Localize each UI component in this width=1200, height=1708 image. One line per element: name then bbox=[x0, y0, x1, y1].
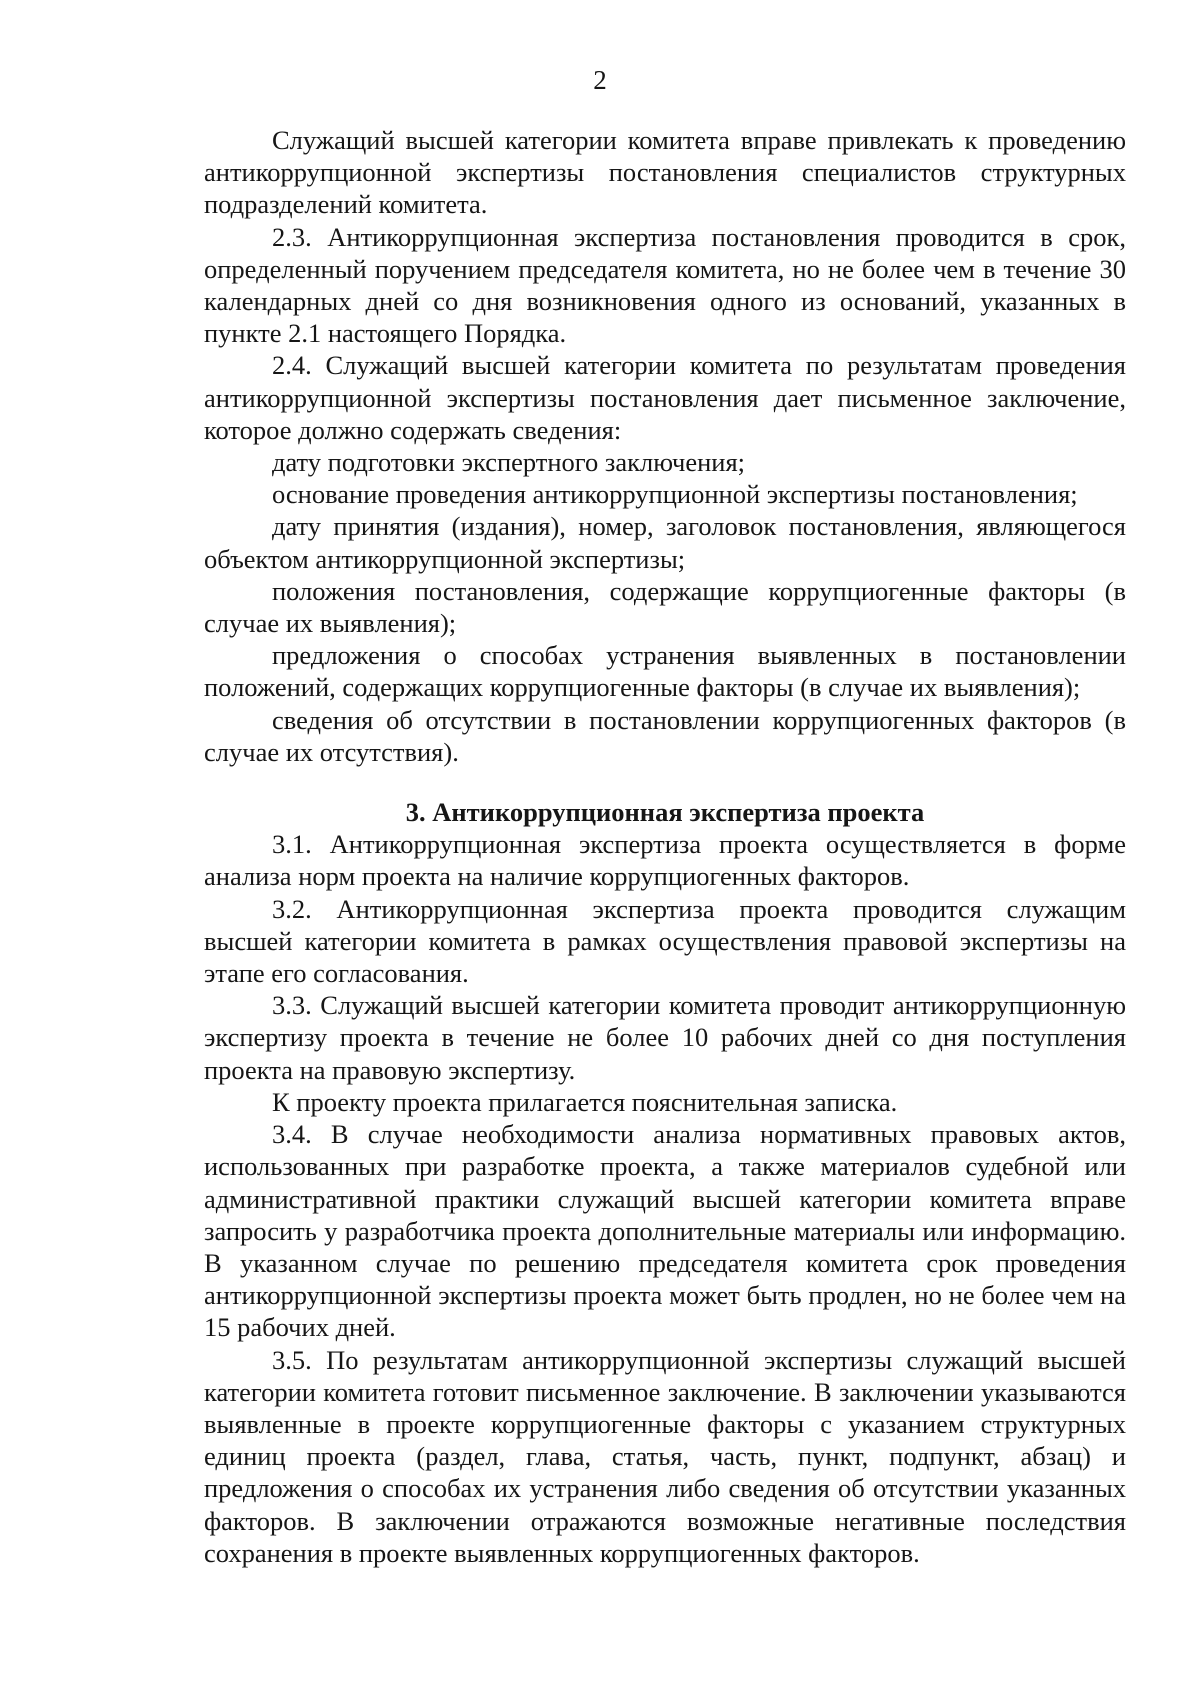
page-number: 2 bbox=[593, 65, 607, 95]
list-item-preparation-date: дату подготовки экспертного заключения; bbox=[272, 447, 746, 478]
list-item-elimination-proposals: предложения о способах устранения выявленных в постановлении положений, содержащих коррупциогенные факторы (в случае их выявления); bbox=[204, 640, 1126, 703]
list-item-corruption-provisions: положения постановления, содержащие коррупциогенные факторы (в случае их выявления); bbox=[204, 575, 1126, 639]
paragraph-3-3: 3.3. Служащий высшей категории комитета проводит антикоррупционную экспертизу проекта в течение не более 10 рабочих дней со дня поступления проекта на правовую экспертизу. bbox=[204, 990, 1126, 1085]
list-item-adoption-details: дату принятия (издания), номер, заголовок постановления, являющегося объектом антикоррупционной экспертизы; bbox=[204, 511, 1126, 574]
paragraph-2-4: 2.4. Служащий высшей категории комитета по результатам проведения антикоррупционной экспертизы постановления дает письменное заключение, которое должно содержать сведения: bbox=[204, 350, 1126, 445]
paragraph-3-4: 3.4. В случае необходимости анализа нормативных правовых актов, использованных при разработке проекта, а также материалов судебной или административной практики служащий высшей категории комитета вправе запросить у разработчика проекта дополнительные материалы или информацию. В указанном случае по решению председателя комитета срок проведения антикоррупционной экспертизы проекта может быть продлен, но не более чем на 15 рабочих дней. bbox=[204, 1119, 1126, 1343]
paragraph-2-3: 2.3. Антикоррупционная экспертиза постановления проводится в срок, определенный поручением председателя комитета, но не более чем в течение 30 календарных дней со дня возникновения одного из оснований, указанных в пункте 2.1 настоящего Порядка. bbox=[204, 221, 1126, 349]
list-item-basis: основание проведения антикоррупционной экспертизы постановления; bbox=[272, 479, 1078, 510]
paragraph-3-2: 3.2. Антикоррупционная экспертиза проекта проводится служащим высшей категории комитета в рамках осуществления правовой экспертизы на этапе его согласования. bbox=[204, 893, 1126, 989]
document-body bbox=[204, 124, 1126, 1569]
list-item-absence-info: сведения об отсутствии в постановлении коррупциогенных факторов (в случае их отсутствия). bbox=[204, 704, 1126, 767]
paragraph-3-1: 3.1. Антикоррупционная экспертиза проекта осуществляется в форме анализа норм проекта на наличие коррупциогенных факторов. bbox=[204, 829, 1126, 892]
paragraph-explanatory-note: К проекту проекта прилагается пояснительная записка. bbox=[272, 1086, 898, 1117]
section-heading: 3. Антикоррупционная экспертиза проекта bbox=[405, 797, 925, 828]
paragraph-attract-specialists: Служащий высшей категории комитета вправе привлекать к проведению антикоррупционной экспертизы постановления специалистов структурных подразделений комитета. bbox=[204, 125, 1126, 220]
paragraph-3-5: 3.5. По результатам антикоррупционной экспертизы служащий высшей категории комитета готовит письменное заключение. В заключении указываются выявленные в проекте коррупциогенные факторы с указанием структурных единиц проекта (раздел, глава, статья, часть, пункт, подпункт, абзац) и предложения о способах их устранения либо сведения об отсутствии указанных факторов. В заключении отражаются возможные негативные последствия сохранения в проекте выявленных коррупциогенных факторов. bbox=[204, 1344, 1126, 1568]
